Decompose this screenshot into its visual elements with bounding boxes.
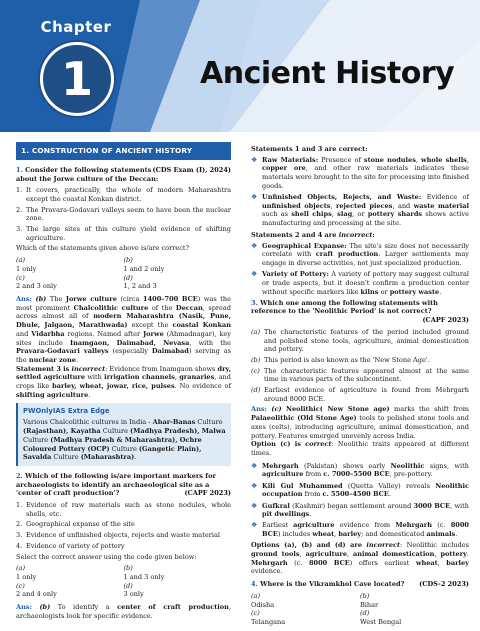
bullet-raw-materials: ❖ Raw Materials: Presence of stone nodules, whole shells, copper ore, and other raw materials indicates these materials were brought to the site for processing into finished goods. [251,155,469,190]
diamond-bullet-icon: ❖ [251,241,258,250]
bullet-earliest-agriculture: ❖ Earliest agriculture evidence from Mehrgarh (c. 8000 BCE) includes wheat, barley; and domesticated animals. [251,521,469,539]
question-text: Which one among the following statements with reference to the 'Neolithic Period' is not correct? [251,298,438,316]
question-prompt: Select the correct answer using the code given below: [16,552,197,561]
question-text: Which of the following is/are important markers for archaeologists to identify an archaeological site as a 'center of craft production'? [16,471,216,498]
option-c: (c) Telangana [251,609,286,626]
options-grid [16,564,231,599]
option-a: (a) The characteristic features of the period included ground and polished stone tools, agriculture, animal domestication and pottery. [251,327,469,354]
diamond-bullet-icon: ❖ [251,193,258,202]
option-b: (b) This period is also known as the 'New Stone Age'. [251,355,430,364]
chapter-label: Chapter [40,18,112,36]
option-b: (b) Bihar [360,591,379,609]
statement: 4. Evidence of variety of pottery [16,541,125,550]
bullet-unfinished-objects: ❖ Unfinished Objects, Rejects, and Waste: Evidence of unfinished objects, rejected pieces, and waste material such as shell chips, slag, or pottery shards shows active manufacturing and processing at the site. [251,193,469,228]
question-1 [16,166,231,183]
question-number: 3. [251,298,258,307]
bullet-gufkral: ❖ Gufkral (Kashmir) began settlement around 3000 BCE, with pit dwellings. [251,501,469,519]
question-source: (CAPF 2023) [184,489,231,498]
question-source: (CDS-2 2023) [419,580,469,589]
question-3 [251,299,469,325]
statement: 2. The Pravara-Godavari valleys seem to have been the nuclear zone. [16,205,231,223]
diamond-bullet-icon: ❖ [251,155,258,164]
right-column [251,142,469,631]
diamond-bullet-icon: ❖ [251,481,258,490]
option-c: (c) The characteristic features appeared almost at the same time in various parts of the subcontinent. [251,366,469,384]
extra-edge-title: PWOnlyIAS Extra Edge [23,407,110,416]
statements-1-3-heading: Statements 1 and 3 are correct: [251,145,368,153]
statement: 1. It covers, practically, the whole of modern Maharashtra except the coastal Konkan district. [16,186,231,203]
extra-edge-box [16,403,231,466]
answer-3: Ans: (c) Neolithic( New Stone age) marks the shift from Palaeolithic (Old Stone Age) tools to polished stone tools and axes (celts), introducing agriculture, animal domestication, and pottery. Features emerged unevenly across India. Option (c) is correct: Neolithic traits appeared at different times. [251,405,469,457]
question-number: 1. [16,165,23,174]
statement: 3. The large sites of this culture yield evidence of shifting agriculture. [16,225,231,242]
question-number: 2. [16,471,23,480]
option-a: (a) 1 only [16,564,37,581]
chapter-title: Ancient History [200,56,455,91]
option-b: (b) 1 and 2 only [123,256,165,273]
options-abd-note: Options (a), (b) and (d) are incorrect: Neolithic includes ground tools, agriculture, animal domestication, pottery. Mehrgarh (c. 8000 BCE) offers earliest wheat, barley evidence. [251,541,469,576]
section-heading: 1. CONSTRUCTION OF ANCIENT HISTORY [16,142,231,160]
option-a: (a) 1 only [16,256,37,273]
option-c: (c) 2 and 3 only [16,273,57,291]
question-source: (CAPF 2023) [422,316,469,325]
statement: 3. Evidence of unfinished objects, rejects and waste material [16,531,220,540]
option-d: (d) 3 only [123,581,144,599]
option-d: (d) Earliest evidence of agriculture is found from Mehrgarh around 8000 BCE. [251,386,469,403]
options-grid [16,256,231,291]
question-text: Consider the following statements about the Jorwe culture of the Deccan: [16,165,159,183]
option-d: (d) 1, 2 and 3 [123,273,157,291]
diamond-bullet-icon: ❖ [251,521,258,530]
statement: 2. Geographical expanse of the site [16,520,135,529]
question-number: 4. [251,580,258,589]
question-prompt: Which of the statements given above is/are correct? [16,244,190,253]
diamond-bullet-icon: ❖ [251,270,258,279]
question-4 [251,580,469,589]
statement: 1. Evidence of raw materials such as stone nodules, whole shells, etc. [16,501,231,518]
bullet-geographical-expanse: ❖ Geographical Expanse: The site's size does not necessarily correlate with craft production. Larger settlements may engage in diverse activities, not just specialized production. [251,241,469,267]
chapter-number: 1 [60,52,93,106]
extra-edge-text: Various Chalcolithic cultures in India - Ahar-Banas Culture (Rajasthan), Kayatha Culture (Madhya Pradesh), Malwa Culture (Madhya Pradesh & Maharashtra), Ochre Coloured Pottery (OCP) Culture (Gangetic Plain), Savalda Culture (Maharashtra). [23,418,226,462]
option-b: (b) 1 and 3 only [123,564,165,581]
answer-2: Ans: (b) To identify a center of craft production, archaeologists look for specific evidence. [16,603,231,620]
statements-2-4-heading: Statements 2 and 4 are incorrect: [251,230,375,239]
options-grid [251,592,469,627]
diamond-bullet-icon: ❖ [251,501,258,510]
option-c: (c) 2 and 4 only [16,581,57,599]
chapter-number-badge [40,42,114,116]
chapter-header [0,0,480,132]
question-text: Where is the Vikramkhol Cave located? [260,580,405,589]
question-2 [16,472,231,498]
bullet-mehrgarh: ❖ Mehrgarh (Pakistan) shows early Neolithic signs, with agriculture from c. 7000–5500 BCE, pre-pottery. [251,461,469,479]
bullet-variety-of-pottery: ❖ Variety of Pottery: A variety of pottery may suggest cultural or trade aspects, but it doesn't confirm a production center without specific markers like kilns or pottery waste. [251,270,469,296]
bullet-kili-gul-muhammed: ❖ Kili Gul Muhammed (Quetta Valley) reveals Neolithic occupation from c. 5500–4500 BCE. [251,481,469,499]
diamond-bullet-icon: ❖ [251,461,258,470]
answer-1: Ans: (b) The Jorwe culture (circa 1400–700 BCE) was the most prominent Chalcolithic culture of the Deccan, spread across almost all of modern Maharashtra (Nasik, Pune, Dhule, Jalgaon, Marathwada) except the coastal Konkan and Vidarbha regions. Named after Jorwe (Ahmadnagar), key sites include Inamgaon, Daimabad, Nevasa, with the Pravara-Godavari valleys (especially Daimabad) serving as the nuclear zone. Statement 3 is incorrect: Evidence from Inamgaon shows dry, settled agriculture with irrigation channels, granaries, and crops like barley, wheat, jowar, rice, pulses. No evidence of shifting agriculture. [16,294,231,399]
option-a: (a) Odisha [251,591,275,609]
option-d: (d) West Bengal [360,609,402,626]
question-source: (CDS Exam (I), 2024) [152,165,231,174]
left-column [16,142,231,625]
